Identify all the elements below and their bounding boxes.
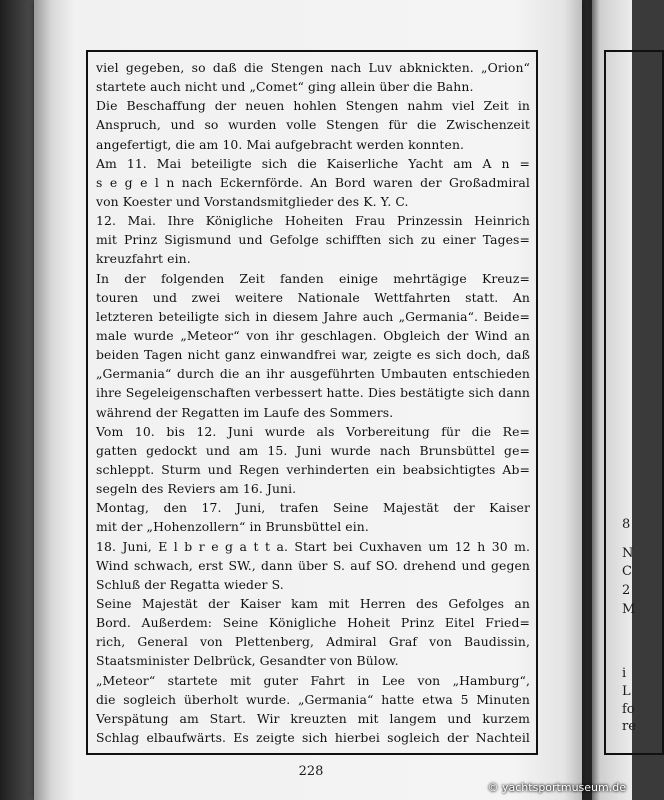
- right-page-fragment: 2: [622, 583, 631, 598]
- right-page-fragment: N: [622, 546, 634, 561]
- right-page-fragment: L: [622, 684, 631, 699]
- text-line: die sogleich überholt wurde. „Germania“ hatte etwa 5 Minuten: [96, 691, 530, 707]
- text-line: angefertigt, die am 10. Mai aufgebracht werden konnten.: [96, 136, 465, 152]
- text-line: segeln des Reviers am 16. Juni.: [96, 481, 297, 497]
- text-line: Am 11. Mai beteiligte sich die Kaiserliche Yacht am A n =: [96, 155, 530, 171]
- body-text: [96, 58, 530, 747]
- text-line: Staatsminister Delbrück, Gesandter von Bülow.: [96, 653, 399, 669]
- text-line: „Germania“ durch die an ihr ausgeführten Umbauten entschieden: [96, 366, 530, 382]
- text-line: kreuzfahrt ein.: [96, 251, 191, 267]
- right-page-frame: [604, 50, 664, 755]
- text-line: Bord. Außerdem: Seine Königliche Hoheit Prinz Eitel Fried=: [96, 615, 530, 631]
- page-number: 228: [298, 764, 324, 779]
- text-line: mit Prinz Sigismund und Gefolge schifften sich zu einer Tages=: [96, 232, 530, 248]
- text-line: Vom 10. bis 12. Juni wurde als Vorbereitung für die Re=: [96, 423, 530, 439]
- right-page-fragment: 8: [622, 517, 631, 532]
- text-line: während der Regatten im Laufe des Sommers.: [96, 404, 394, 420]
- text-line: 12. Mai. Ihre Königliche Hoheiten Frau Prinzessin Heinrich: [96, 213, 530, 229]
- text-line: s e g e l n nach Eckernförde. An Bord waren der Großadmiral: [96, 174, 530, 190]
- text-line: 18. Juni, E l b r e g a t t a. Start bei Cuxhaven um 12 h 30 m.: [96, 538, 530, 554]
- right-page-fragment: re: [622, 719, 636, 734]
- text-line: male wurde „Meteor“ von ihr geschlagen. Obgleich der Wind an: [96, 327, 530, 343]
- watermark: © yachtsportmuseum.de: [487, 781, 626, 794]
- text-line: startete auch nicht und „Comet“ ging allein über die Bahn.: [96, 79, 474, 95]
- text-line: Verspätung am Start. Wir kreuzten mit langem und kurzem: [96, 710, 530, 726]
- text-line: touren und zwei weitere Nationale Wettfahrten statt. An: [96, 289, 530, 305]
- right-page-fragment: fo: [622, 702, 635, 717]
- right-page-fragment: C: [622, 564, 632, 579]
- text-line: Schlag elbaufwärts. Es zeigte sich hierbei sogleich der Nachteil: [96, 729, 530, 745]
- text-line: Die Beschaffung der neuen hohlen Stengen nahm viel Zeit in: [96, 98, 530, 114]
- text-line: ihre Segeleigenschaften verbessert hatte. Dies bestätigte sich dann: [96, 385, 530, 401]
- text-line: In der folgenden Zeit fanden einige mehrtägige Kreuz=: [96, 270, 530, 286]
- text-line: Anspruch, und so wurden volle Stengen für die Zwischenzeit: [96, 117, 530, 133]
- text-line: Schluß der Regatta wieder S.: [96, 576, 284, 592]
- text-line: gatten gedockt und am 15. Juni wurde nach Brunsbüttel ge=: [96, 442, 530, 458]
- text-line: beiden Tagen nicht ganz einwandfrei war, zeigte es sich doch, daß: [96, 347, 530, 363]
- text-line: letzteren beteiligte sich in diesem Jahre auch „Germania“. Beide=: [96, 308, 530, 324]
- text-line: Wind schwach, erst SW., dann über S. auf SO. drehend und gegen: [96, 557, 530, 573]
- text-line: Montag, den 17. Juni, trafen Seine Majestät der Kaiser: [96, 500, 530, 516]
- text-line: schleppt. Sturm und Regen verhinderten ein beabsichtigtes Ab=: [96, 461, 530, 477]
- text-line: viel gegeben, so daß die Stengen nach Luv abknickten. „Orion“: [96, 60, 530, 75]
- right-page-fragment: M: [622, 602, 636, 617]
- text-line: „Meteor“ startete mit guter Fahrt in Lee von „Hamburg“,: [96, 672, 530, 688]
- text-line: mit der „Hohenzollern“ in Brunsbüttel ein.: [96, 519, 369, 535]
- right-page-fragment: i: [622, 666, 627, 681]
- text-line: Seine Majestät der Kaiser kam mit Herren des Gefolges an: [96, 595, 530, 611]
- text-line: von Koester und Vorstandsmitglieder des K. Y. C.: [96, 193, 409, 209]
- text-line: rich, General von Plettenberg, Admiral Graf von Baudissin,: [96, 634, 530, 650]
